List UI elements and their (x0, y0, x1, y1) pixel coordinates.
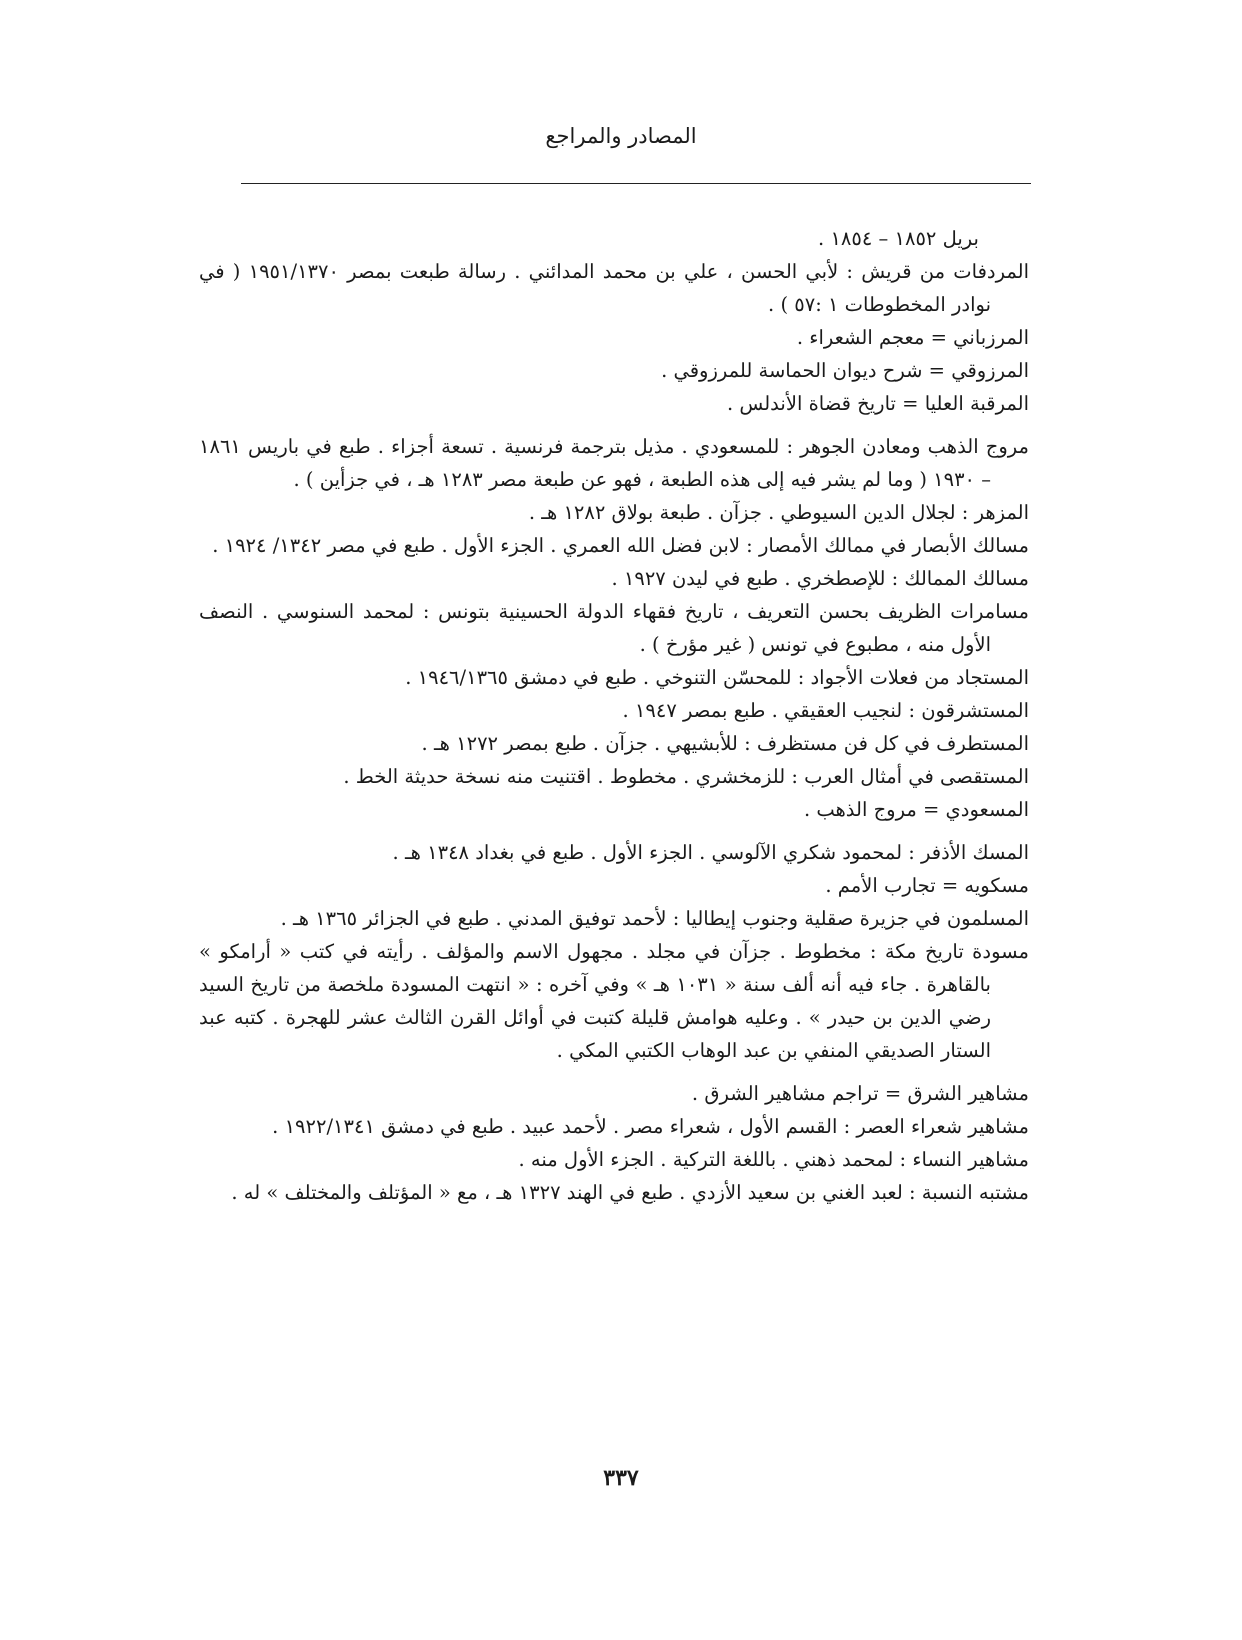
bibliography-entry: مسالك الأبصار في ممالك الأمصار : لابن فضل الله العمري . الجزء الأول . طبع في مصر ١٣٤٢/ ١٩٢٤ . (212, 534, 1029, 557)
bibliography-entry: المسك الأذفر : لمحمود شكري الآلوسي . الجزء الأول . طبع في بغداد ١٣٤٨ هـ . (392, 841, 1029, 864)
bibliography-entry: مروج الذهب ومعادن الجوهر : للمسعودي . مذيل بترجمة فرنسية . تسعة أجزاء . طبع في باريس ١٨٦١ – ١٩٣٠ ( وما لم يشر فيه إلى هذه الطبعة ، فهو عن طبعة مصر ١٢٨٣ هـ ، في جزأين ) . (199, 435, 1029, 491)
bibliography-entry: المستجاد من فعلات الأجواد : للمحسّن التنوخي . طبع في دمشق ١٩٤٦/١٣٦٥ . (405, 666, 1029, 689)
bibliography-entry: مشاهير الشرق = تراجم مشاهير الشرق . (691, 1082, 1029, 1105)
bibliography-entry: المسلمون في جزيرة صقلية وجنوب إيطاليا : لأحمد توفيق المدني . طبع في الجزائر ١٣٦٥ هـ . (280, 907, 1029, 930)
bibliography-entry: المرزوقي = شرح ديوان الحماسة للمرزوقي . (661, 359, 1029, 382)
bibliography-entry: مشاهير النساء : لمحمد ذهني . باللغة التركية . الجزء الأول منه . (518, 1148, 1029, 1171)
bibliography-entry: مسكويه = تجارب الأمم . (825, 874, 1029, 897)
bibliography-list (199, 222, 1029, 1209)
bibliography-entry: مسامرات الظريف بحسن التعريف ، تاريخ فقهاء الدولة الحسينية بتونس : لمحمد السنوسي . النصف الأول منه ، مطبوع في تونس ( غير مؤرخ ) . (199, 600, 1029, 656)
bibliography-entry: بريل ١٨٥٢ – ١٨٥٤ . (818, 227, 979, 250)
bibliography-entry: المسعودي = مروج الذهب . (803, 798, 1029, 821)
bibliography-entry: المزهر : لجلال الدين السيوطي . جزآن . طبعة بولاق ١٢٨٢ هـ . (528, 501, 1029, 524)
bibliography-entry: المستشرقون : لنجيب العقيقي . طبع بمصر ١٩٤٧ . (622, 699, 1029, 722)
bibliography-entry: مسالك الممالك : للإصطخري . طبع في ليدن ١٩٢٧ . (611, 567, 1029, 590)
header-divider (241, 183, 1031, 184)
page-header-title: المصادر والمراجع (545, 124, 697, 148)
bibliography-entry: مشتبه النسبة : لعبد الغني بن سعيد الأزدي . طبع في الهند ١٣٢٧ هـ ، مع « المؤتلف والمختلف » له . (231, 1181, 1029, 1204)
bibliography-entry: مسودة تاريخ مكة : مخطوط . جزآن في مجلد . مجهول الاسم والمؤلف . رأيته في كتب « أرامكو » بالقاهرة . جاء فيه أنه ألف سنة « ١٠٣١ هـ » وفي آخره : « انتهت المسودة ملخصة من تاريخ السيد رضي الدين بن حيدر » . وعليه هوامش قليلة كتبت في أوائل القرن الثالث عشر للهجرة . كتبه عبد الستار الصديقي المنفي بن عبد الوهاب الكتبي المكي . (199, 940, 1029, 1062)
page-number: ٣٣٧ (603, 1465, 639, 1491)
bibliography-entry: المرقبة العليا = تاريخ قضاة الأندلس . (726, 392, 1029, 415)
bibliography-entry: المستطرف في كل فن مستظرف : للأبشيهي . جزآن . طبع بمصر ١٢٧٢ هـ . (421, 732, 1029, 755)
bibliography-entry: المردفات من قريش : لأبي الحسن ، علي بن محمد المدائني . رسالة طبعت بمصر ١٩٥١/١٣٧٠ ( في نوادر المخطوطات ١ :٥٧ ) . (199, 260, 1029, 316)
bibliography-entry: مشاهير شعراء العصر : القسم الأول ، شعراء مصر . لأحمد عبيد . طبع في دمشق ١٩٢٢/١٣٤١ . (272, 1115, 1029, 1138)
bibliography-entry: المرزباني = معجم الشعراء . (796, 326, 1029, 349)
bibliography-entry: المستقصى في أمثال العرب : للزمخشري . مخطوط . اقتنيت منه نسخة حديثة الخط . (343, 765, 1029, 788)
